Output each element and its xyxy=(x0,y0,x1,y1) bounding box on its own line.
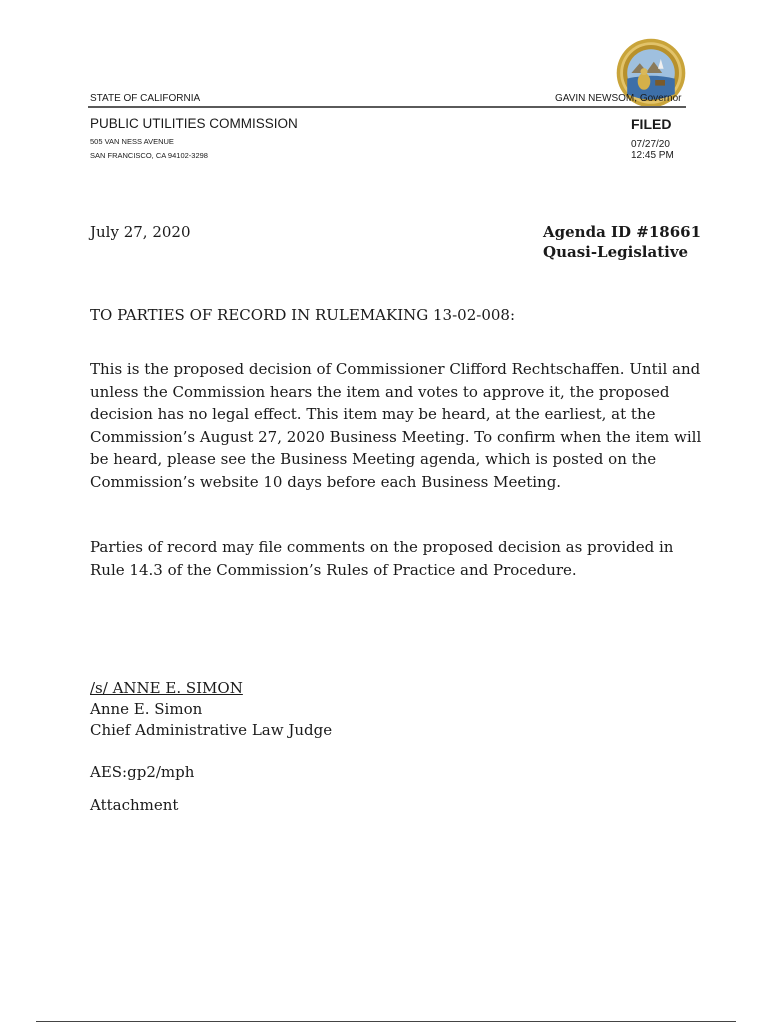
paragraph-line: decision has no legal effect. This item may be heard, at the earliest, at the xyxy=(90,405,656,423)
address-line-2: SAN FRANCISCO, CA 94102-3298 xyxy=(90,151,208,160)
paragraph-line: Parties of record may file comments on the proposed decision as provided in xyxy=(90,538,674,556)
attachment-note: Attachment xyxy=(90,796,179,814)
paragraph-line: This is the proposed decision of Commissioner Clifford Rechtschaffen. Until and xyxy=(90,360,701,378)
filed-stamp-date: 07/27/20 xyxy=(631,139,670,150)
paragraph-line: Commission’s August 27, 2020 Business Meeting. To confirm when the item will xyxy=(90,427,702,446)
filed-stamp-time: 12:45 PM xyxy=(631,150,674,161)
state-label: STATE OF CALIFORNIA xyxy=(90,93,201,104)
paragraph-line: Commission’s website 10 days before each Business Meeting. xyxy=(90,472,562,491)
signer-name: Anne E. Simon xyxy=(90,700,203,718)
agenda-id: Agenda ID #18661 xyxy=(543,223,702,241)
signer-title: Chief Administrative Law Judge xyxy=(90,721,333,739)
body-paragraph-2 xyxy=(90,536,690,581)
salutation: TO PARTIES OF RECORD IN RULEMAKING 13-02-008: xyxy=(90,306,516,324)
agency-name: PUBLIC UTILITIES COMMISSION xyxy=(90,116,298,131)
signature-line: /s/ ANNE E. SIMON xyxy=(90,679,243,697)
paragraph-line: unless the Commission hears the item and votes to approve it, the proposed xyxy=(90,382,670,401)
footer-divider xyxy=(36,1021,736,1022)
paragraph-line: Rule 14.3 of the Commission’s Rules of Practice and Procedure. xyxy=(90,560,577,579)
agenda-type: Quasi-Legislative xyxy=(543,243,689,261)
body-paragraph-1 xyxy=(90,358,702,493)
governor-label: GAVIN NEWSOM, Governor xyxy=(555,93,682,104)
reference-initials: AES:gp2/mph xyxy=(90,763,195,781)
paragraph-line: be heard, please see the Business Meeting agenda, which is posted on the xyxy=(90,450,657,468)
address-line-1: 505 VAN NESS AVENUE xyxy=(90,137,174,146)
letter-date: July 27, 2020 xyxy=(90,223,191,241)
filed-stamp-label: FILED xyxy=(631,116,672,132)
header-divider xyxy=(88,106,686,108)
